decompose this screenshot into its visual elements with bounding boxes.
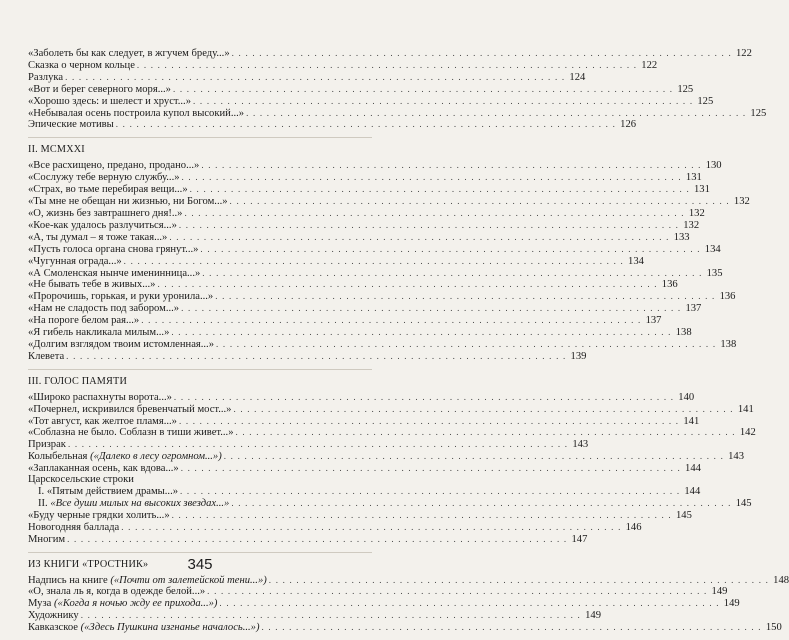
section-heading: II. MCMXXI bbox=[28, 144, 85, 156]
leader-dots bbox=[171, 327, 671, 338]
entry-title-text: I. «Пятым действием драмы...» bbox=[38, 486, 179, 497]
entry-title-text: Колыбельная bbox=[28, 451, 88, 463]
entry-title-text: «Соблазна не было. Соблазн в тиши живет...» bbox=[28, 427, 234, 439]
leader-dots bbox=[215, 291, 715, 302]
section-heading: III. ГОЛОС ПАМЯТИ bbox=[28, 375, 128, 387]
toc-entry[interactable] bbox=[28, 59, 658, 72]
leader-dots bbox=[184, 208, 684, 219]
entry-title-text: «А Смоленская нынче именинница...» bbox=[28, 267, 201, 279]
entry-page: 122 bbox=[641, 59, 658, 71]
entry-page: 147 bbox=[571, 533, 588, 545]
toc-entry[interactable] bbox=[28, 533, 588, 546]
entry-title-text: «О, знала ль я, когда в одежде белой...» bbox=[28, 586, 206, 598]
leader-dots bbox=[216, 339, 716, 350]
entry-title-text: Художнику bbox=[28, 610, 79, 622]
leader-dots bbox=[174, 392, 674, 403]
entry-title-text: «А, ты думал – я тоже такая...» bbox=[28, 231, 168, 243]
entry-title-text: «Почернел, искривился бревенчатый мост...» bbox=[28, 403, 232, 415]
entry-title-text: «Чугунная ограда...» bbox=[28, 255, 122, 267]
entry-title bbox=[28, 405, 231, 416]
entry-page: 131 bbox=[685, 172, 702, 184]
toc-entry[interactable] bbox=[28, 255, 644, 268]
entry-title bbox=[28, 209, 182, 220]
entry-page: 134 bbox=[628, 255, 644, 267]
toc-entry[interactable] bbox=[28, 48, 752, 60]
toc-entry[interactable] bbox=[28, 243, 721, 256]
entry-page: 131 bbox=[694, 184, 710, 196]
entry-page: 137 bbox=[645, 315, 662, 327]
entry-title bbox=[28, 292, 213, 303]
entry-title-text: «Не бывать тебе в живых...» bbox=[28, 279, 156, 291]
toc-entry[interactable] bbox=[28, 521, 642, 534]
leader-dots bbox=[137, 60, 637, 71]
toc-entry[interactable] bbox=[28, 219, 700, 232]
entry-page: 124 bbox=[569, 71, 586, 83]
entry-page: 138 bbox=[675, 327, 692, 339]
leader-dots bbox=[190, 184, 690, 195]
entry-page: 149 bbox=[711, 586, 728, 598]
entry-title-text: Клевета bbox=[28, 350, 65, 362]
leader-dots bbox=[81, 610, 581, 621]
entry-title bbox=[28, 475, 134, 486]
entry-title bbox=[28, 611, 79, 622]
entry-page: 136 bbox=[661, 279, 678, 291]
entry-page: 142 bbox=[739, 427, 756, 439]
leader-dots bbox=[141, 315, 641, 326]
entry-page: 150 bbox=[765, 622, 782, 634]
leader-dots bbox=[230, 196, 730, 207]
leader-dots bbox=[173, 84, 673, 95]
leader-dots bbox=[201, 160, 701, 171]
entry-title-text: «Сослужу тебе верную службу...» bbox=[28, 172, 180, 184]
toc-entry[interactable] bbox=[28, 83, 694, 96]
entry-title-text: «Заплаканная осень, как вдова...» bbox=[28, 463, 179, 475]
entry-title bbox=[28, 120, 114, 131]
toc-entry[interactable] bbox=[28, 196, 750, 208]
leader-dots bbox=[262, 622, 762, 633]
leader-dots bbox=[246, 108, 746, 119]
entry-page: 139 bbox=[570, 350, 587, 362]
leader-dots bbox=[236, 427, 736, 438]
toc-entry[interactable] bbox=[28, 95, 714, 108]
entry-title-text: Призрак bbox=[28, 439, 66, 451]
entry-title bbox=[28, 280, 155, 291]
toc-entry[interactable] bbox=[28, 391, 695, 404]
entry-title bbox=[28, 269, 200, 280]
entry-title-text: «Долгим взглядом твоим истомленная...» bbox=[28, 338, 215, 350]
leader-dots bbox=[180, 486, 680, 497]
toc-entry[interactable] bbox=[28, 610, 601, 622]
toc-section-memory bbox=[28, 369, 756, 546]
entry-title bbox=[28, 97, 191, 108]
entry-title-text: II. bbox=[38, 497, 48, 509]
toc-entry[interactable] bbox=[28, 574, 789, 587]
leader-dots bbox=[219, 598, 719, 609]
toc-section-top bbox=[28, 48, 767, 131]
entry-title-text: Сказка о черном кольце bbox=[28, 59, 135, 71]
toc-entry[interactable] bbox=[28, 486, 701, 498]
toc-entry[interactable] bbox=[28, 303, 702, 315]
entry-title bbox=[28, 328, 169, 339]
entry-page: 125 bbox=[750, 107, 767, 119]
entry-page: 145 bbox=[675, 509, 692, 521]
toc-entry[interactable] bbox=[28, 622, 782, 634]
entry-page: 132 bbox=[683, 219, 700, 231]
entry-title bbox=[28, 623, 260, 634]
toc-entry[interactable] bbox=[28, 598, 740, 610]
entry-title bbox=[28, 393, 172, 404]
entry-title bbox=[28, 340, 214, 351]
toc-entry[interactable] bbox=[28, 403, 754, 416]
leader-dots bbox=[233, 404, 733, 415]
entry-page: 126 bbox=[620, 119, 637, 131]
entry-page: 130 bbox=[705, 160, 722, 172]
entry-page: 138 bbox=[720, 338, 737, 350]
entry-title-text: Царскосельские строки bbox=[28, 474, 134, 486]
entry-title bbox=[28, 428, 234, 439]
entry-title bbox=[28, 452, 222, 463]
toc-entry[interactable] bbox=[28, 427, 756, 439]
section-heading: ИЗ КНИГИ «ТРОСТНИК» bbox=[28, 558, 149, 570]
entry-title-text: Эпические мотивы bbox=[28, 119, 114, 131]
entry-title-text: «Я гибель накликала милым...» bbox=[28, 327, 170, 339]
entry-title bbox=[28, 233, 167, 244]
entry-page: 122 bbox=[736, 48, 752, 59]
entry-page: 143 bbox=[572, 439, 589, 451]
entry-title bbox=[28, 352, 64, 363]
entry-first-line: «Все души милых на высоких звездах...» bbox=[50, 497, 230, 509]
toc-entry[interactable] bbox=[28, 338, 737, 351]
toc-entry[interactable] bbox=[28, 184, 710, 196]
entry-page: 145 bbox=[735, 497, 752, 509]
entry-title bbox=[28, 85, 171, 96]
entry-title bbox=[28, 61, 135, 72]
entry-page: 148 bbox=[773, 574, 789, 586]
page-number: 345 bbox=[187, 556, 213, 573]
entry-title bbox=[28, 161, 199, 172]
toc-entry[interactable] bbox=[28, 291, 736, 303]
entry-title-text: Новогодняя баллада bbox=[28, 521, 120, 533]
toc-entry[interactable] bbox=[28, 172, 702, 184]
entry-title bbox=[28, 109, 244, 120]
leader-dots bbox=[269, 575, 769, 586]
entry-title bbox=[28, 523, 119, 534]
entry-title bbox=[28, 440, 66, 451]
entry-page: 125 bbox=[677, 83, 694, 95]
entry-title bbox=[28, 257, 122, 268]
entry-page: 125 bbox=[697, 95, 714, 107]
toc-entry[interactable] bbox=[28, 231, 690, 244]
entry-page: 141 bbox=[683, 415, 700, 427]
entry-title-text: Кавказское bbox=[28, 622, 78, 634]
toc-entry[interactable] bbox=[28, 451, 745, 463]
entry-title bbox=[28, 197, 228, 208]
toc-entry[interactable] bbox=[28, 350, 587, 363]
entry-title-text: «Хорошо здесь: и шелест и хруст...» bbox=[28, 95, 192, 107]
entry-title-text: Муза bbox=[28, 598, 52, 610]
entry-title-text: «Вот и берег северного моря...» bbox=[28, 83, 171, 95]
entry-title bbox=[28, 49, 230, 60]
entry-first-line: («Почти от залетейской тени...») bbox=[110, 574, 267, 586]
entry-title-text: «На пороге белом рая...» bbox=[28, 315, 140, 327]
leader-dots bbox=[181, 463, 681, 474]
toc-entry[interactable] bbox=[28, 509, 692, 522]
entry-title bbox=[28, 587, 205, 598]
entry-page: 132 bbox=[688, 207, 705, 219]
entry-title-text: «Страх, во тьме перебирая вещи...» bbox=[28, 184, 188, 196]
section-divider bbox=[28, 369, 372, 370]
entry-title bbox=[28, 316, 139, 327]
entry-page: 144 bbox=[684, 486, 701, 497]
entry-title-text: Разлука bbox=[28, 71, 64, 83]
leader-dots bbox=[179, 416, 679, 427]
entry-title-text: «Пусть голоса органа снова грянут...» bbox=[28, 243, 199, 255]
entry-title bbox=[28, 185, 188, 196]
leader-dots bbox=[66, 351, 566, 362]
entry-page: 143 bbox=[728, 451, 745, 463]
entry-title bbox=[28, 245, 198, 256]
entry-page: 141 bbox=[737, 403, 754, 415]
entry-page: 149 bbox=[723, 598, 740, 610]
entry-title bbox=[28, 511, 170, 522]
toc-entry[interactable] bbox=[28, 586, 728, 598]
toc-entry[interactable] bbox=[28, 119, 637, 131]
entry-title-text: Многим bbox=[28, 533, 66, 545]
leader-dots bbox=[181, 303, 681, 314]
entry-title-text: «Тот август, как желтое пламя...» bbox=[28, 415, 177, 427]
entry-title-text: «Ты мне не обещан ни жизнью, ни Богом...» bbox=[28, 196, 228, 208]
entry-title-text: «Заболеть бы как следует, в жгучем бреду...» bbox=[28, 48, 230, 59]
entry-title bbox=[28, 499, 229, 510]
entry-title-text: «Нам не сладость под забором...» bbox=[28, 303, 180, 315]
toc-entry[interactable] bbox=[28, 267, 723, 280]
entry-first-line: («Когда я ночью жду ее прихода...») bbox=[54, 598, 218, 610]
entry-title-text: «Пророчишь, горькая, и руки уронила...» bbox=[28, 291, 214, 303]
entry-page: 144 bbox=[685, 463, 701, 475]
entry-first-line: («Здесь Пушкина изгнанье началось...») bbox=[80, 622, 260, 634]
leader-dots bbox=[232, 48, 732, 59]
entry-title bbox=[28, 576, 267, 587]
entry-title bbox=[28, 304, 179, 315]
leader-dots bbox=[116, 119, 616, 130]
leader-dots bbox=[200, 244, 700, 255]
entry-title-text: «Кое-как удалось разлучиться...» bbox=[28, 219, 177, 231]
entry-title bbox=[28, 487, 178, 498]
section-divider bbox=[28, 137, 372, 138]
toc-entry[interactable] bbox=[28, 415, 700, 428]
entry-title bbox=[28, 599, 217, 610]
entry-first-line: («Далеко в лесу огромном...») bbox=[90, 451, 222, 463]
entry-page: 133 bbox=[673, 231, 690, 243]
entry-page: 146 bbox=[625, 521, 642, 533]
leader-dots bbox=[157, 279, 657, 290]
entry-page: 132 bbox=[733, 196, 750, 208]
entry-page: 135 bbox=[706, 267, 723, 279]
entry-title-text: «О, жизнь без завтрашнего дня!..» bbox=[28, 207, 183, 219]
toc-entry[interactable] bbox=[28, 71, 586, 84]
toc-entry[interactable] bbox=[28, 439, 589, 451]
table-of-contents bbox=[28, 48, 789, 640]
section-divider bbox=[28, 552, 372, 553]
toc-entry[interactable] bbox=[28, 107, 767, 120]
toc-entry[interactable] bbox=[28, 497, 752, 510]
entry-title-text: «Все расхищено, предано, продано...» bbox=[28, 160, 200, 172]
entry-title bbox=[28, 221, 177, 232]
leader-dots bbox=[202, 268, 702, 279]
leader-dots bbox=[182, 172, 682, 183]
entry-title bbox=[28, 535, 65, 546]
entry-title-text: Надпись на книге bbox=[28, 574, 108, 586]
leader-dots bbox=[231, 498, 731, 509]
toc-entry[interactable] bbox=[28, 475, 372, 486]
leader-dots bbox=[67, 534, 567, 545]
leader-dots bbox=[124, 256, 624, 267]
entry-page: 136 bbox=[719, 291, 736, 303]
entry-title bbox=[28, 173, 180, 184]
toc-entry[interactable] bbox=[28, 327, 692, 339]
entry-page: 134 bbox=[704, 243, 721, 255]
leader-dots bbox=[207, 586, 707, 597]
leader-dots bbox=[121, 522, 621, 533]
toc-entry[interactable] bbox=[28, 315, 662, 327]
leader-dots bbox=[68, 439, 568, 450]
toc-section-mcmxxi bbox=[28, 137, 750, 362]
leader-dots bbox=[224, 451, 724, 462]
entry-page: 140 bbox=[678, 391, 695, 403]
leader-dots bbox=[169, 232, 669, 243]
entry-page: 137 bbox=[685, 303, 702, 315]
entry-title bbox=[28, 73, 63, 84]
leader-dots bbox=[65, 72, 565, 83]
leader-dots bbox=[172, 510, 672, 521]
entry-title-text: «Небывалая осень построила купол высокий...» bbox=[28, 107, 245, 119]
leader-dots bbox=[193, 96, 693, 107]
leader-dots bbox=[179, 220, 679, 231]
toc-entry[interactable] bbox=[28, 279, 678, 291]
entry-page: 149 bbox=[585, 610, 601, 622]
entry-title-text: «Буду черные грядки холить...» bbox=[28, 509, 170, 521]
toc-entry[interactable] bbox=[28, 160, 722, 172]
toc-entry[interactable] bbox=[28, 207, 705, 220]
entry-title-text: «Широко распахнуты ворота...» bbox=[28, 391, 172, 403]
entry-title bbox=[28, 417, 177, 428]
